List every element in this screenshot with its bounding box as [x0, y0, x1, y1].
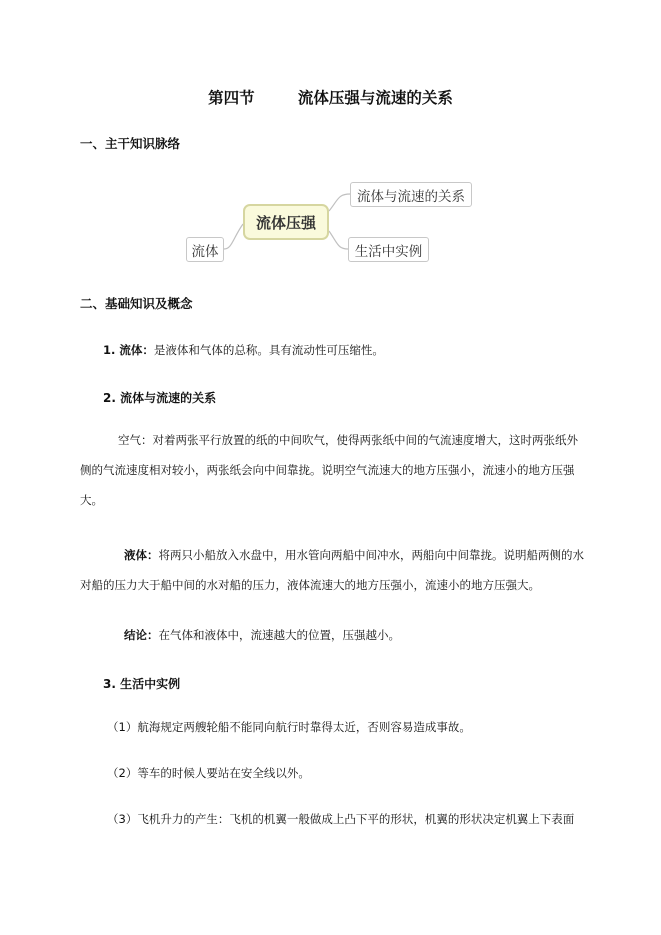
section1-heading: 一、主干知识脉络	[80, 136, 181, 151]
page-title: 第四节 流体压强与流速的关系	[208, 89, 453, 107]
connector-relation	[329, 194, 350, 211]
mindmap-node-relation: 流体与流速的关系	[350, 182, 472, 207]
example-item: （3）飞机升力的产生：飞机的机翼一般做成上凸下平的形状，机翼的形状决定机翼上下表面	[107, 812, 575, 826]
connector-examples	[329, 231, 348, 249]
mindmap-center-node: 流体压强	[243, 204, 329, 240]
mindmap-connectors	[0, 0, 661, 300]
liquid-text: 将两只小船放入水盘中，用水管向两船中间冲水，两船向中间靠拢。说明船两侧的水对船的压力大于船中间的水对船的压力，液体流速大的地方压强小，流速小的地方压强大。	[80, 548, 584, 592]
item-examples-heading: 3. 生活中实例	[103, 677, 181, 691]
paragraph-air	[80, 425, 585, 515]
paragraph-conclusion	[124, 620, 400, 650]
section2-heading: 二、基础知识及概念	[80, 296, 193, 311]
item-fluid-label: 1. 流体：	[103, 343, 154, 357]
conclusion-label: 结论：	[124, 628, 159, 642]
liquid-label: 液体：	[124, 548, 159, 562]
item-fluid-text: 是液体和气体的总称。具有流动性可压缩性。	[153, 343, 384, 357]
item-fluid-definition	[103, 335, 384, 365]
connector-fluid	[224, 224, 243, 249]
mindmap-node-examples: 生活中实例	[348, 237, 429, 262]
item-relation-heading: 2. 流体与流速的关系	[103, 391, 217, 405]
air-label: 空气：	[118, 433, 153, 447]
mindmap-node-fluid: 流体	[186, 237, 224, 262]
example-item: （1）航海规定两艘轮船不能同向航行时靠得太近，否则容易造成事故。	[107, 720, 471, 734]
air-text: 对着两张平行放置的纸的中间吹气，使得两张纸中间的气流速度增大，这时两张纸外侧的气流速度相对较小，两张纸会向中间靠拢。说明空气流速大的地方压强小，流速小的地方压强大。	[80, 433, 578, 507]
example-item: （2）等车的时候人要站在安全线以外。	[107, 766, 310, 780]
conclusion-text: 在气体和液体中，流速越大的位置，压强越小。	[158, 628, 400, 642]
paragraph-liquid	[80, 540, 585, 600]
